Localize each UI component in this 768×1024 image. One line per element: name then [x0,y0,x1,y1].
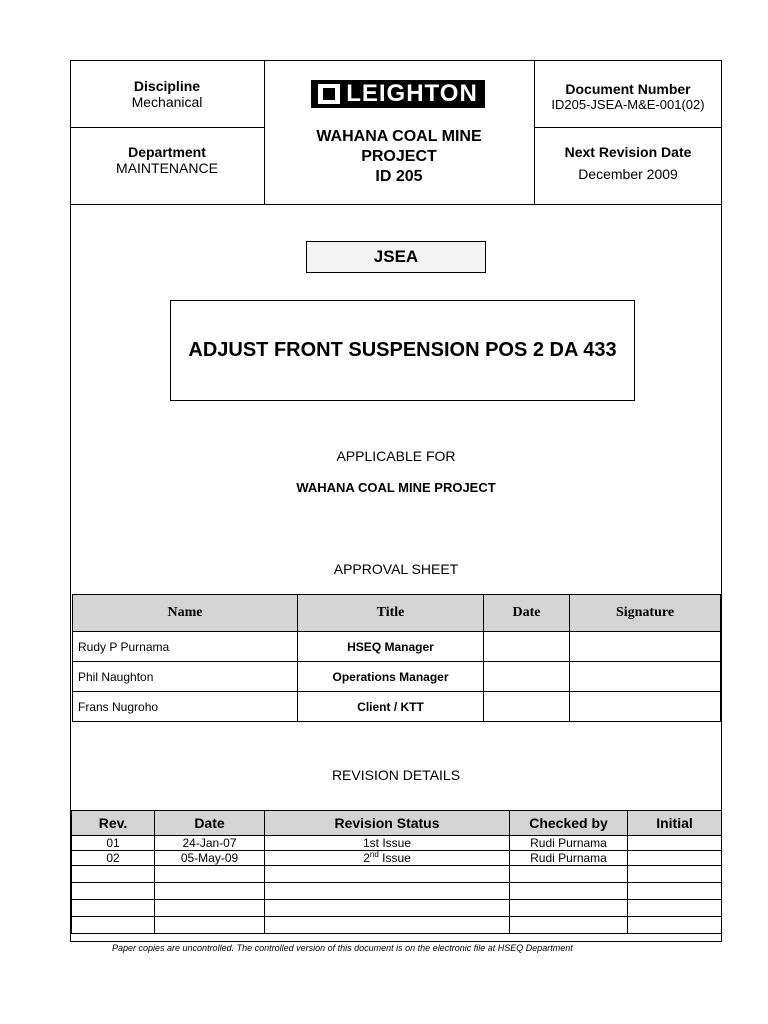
table-row [72,883,722,900]
rev-status-main: 2 [363,851,370,865]
doc-number-value: ID205-JSEA-M&E-001(02) [551,97,705,112]
discipline-value: Mechanical [131,94,203,110]
project-line1: WAHANA COAL MINE [316,128,482,145]
approver-date [484,632,570,662]
header-bottom-line [70,204,722,205]
project-line2: PROJECT [361,148,437,165]
approver-date [484,662,570,692]
rev-initial [628,836,722,851]
table-row [73,662,721,692]
applicable-for-value: WAHANA COAL MINE PROJECT [296,480,496,495]
rev-date: 05-May-09 [155,851,265,866]
revision-col-status: Revision Status [265,811,510,836]
rev-checked-by: Rudi Purnama [510,836,628,851]
header-divider-right [534,127,722,128]
table-row [72,917,722,934]
revision-col-initial: Initial [628,811,722,836]
leighton-logo-icon [318,84,340,104]
approval-col-signature: Signature [570,595,721,632]
doc-title: ADJUST FRONT SUSPENSION POS 2 DA 433 [188,339,617,361]
next-revision-value: December 2009 [578,166,678,182]
applicable-for-label: APPLICABLE FOR [336,448,456,464]
table-row [73,632,721,662]
next-revision-label: Next Revision Date [564,144,692,160]
approver-signature [570,692,721,722]
rev-status: 1st Issue [265,836,510,851]
approver-name: Frans Nugroho [73,692,298,722]
rev-status-rest: Issue [378,851,411,865]
table-row [72,851,722,866]
approver-title: Client / KTT [298,692,484,722]
department-cell [70,144,264,176]
approval-col-title: Title [298,595,484,632]
rev-number: 01 [72,836,155,851]
leighton-logo [311,80,485,108]
next-revision-cell [534,144,722,182]
doc-title-box [170,300,635,401]
approver-name: Phil Naughton [73,662,298,692]
approver-name: Rudy P Purnama [73,632,298,662]
project-line3: ID 205 [375,168,423,185]
logo-text: LEIGHTON [346,80,478,107]
table-row [72,836,722,851]
approval-col-name: Name [73,595,298,632]
table-row [72,866,722,883]
department-label: Department [128,144,206,160]
approval-col-date: Date [484,595,570,632]
rev-status [265,851,510,866]
rev-number: 02 [72,851,155,866]
header-divider-left [70,127,264,128]
revision-col-rev: Rev. [72,811,155,836]
revision-heading: REVISION DETAILS [331,767,461,783]
department-value: MAINTENANCE [116,160,218,176]
doc-type-box: JSEA [306,241,486,273]
revision-table [71,810,722,934]
approval-header-row [73,595,721,632]
approver-signature [570,632,721,662]
rev-initial [628,851,722,866]
approver-signature [570,662,721,692]
project-title [264,127,534,187]
rev-status-sup: nd [369,850,379,859]
revision-col-checked: Checked by [510,811,628,836]
approver-title: HSEQ Manager [298,632,484,662]
approval-heading: APPROVAL SHEET [333,561,459,577]
table-row [72,900,722,917]
approver-date [484,692,570,722]
rev-checked-by: Rudi Purnama [510,851,628,866]
approval-table [72,594,721,722]
revision-header-row [72,811,722,836]
table-row [73,692,721,722]
rev-date: 24-Jan-07 [155,836,265,851]
approver-title: Operations Manager [298,662,484,692]
discipline-label: Discipline [133,78,201,94]
discipline-cell [70,78,264,110]
doc-number-cell [534,81,722,112]
revision-col-date: Date [155,811,265,836]
doc-number-label: Document Number [565,81,691,97]
footer-disclaimer: Paper copies are uncontrolled. The controlled version of this document is on the electronic file at HSEQ Department [112,943,573,953]
